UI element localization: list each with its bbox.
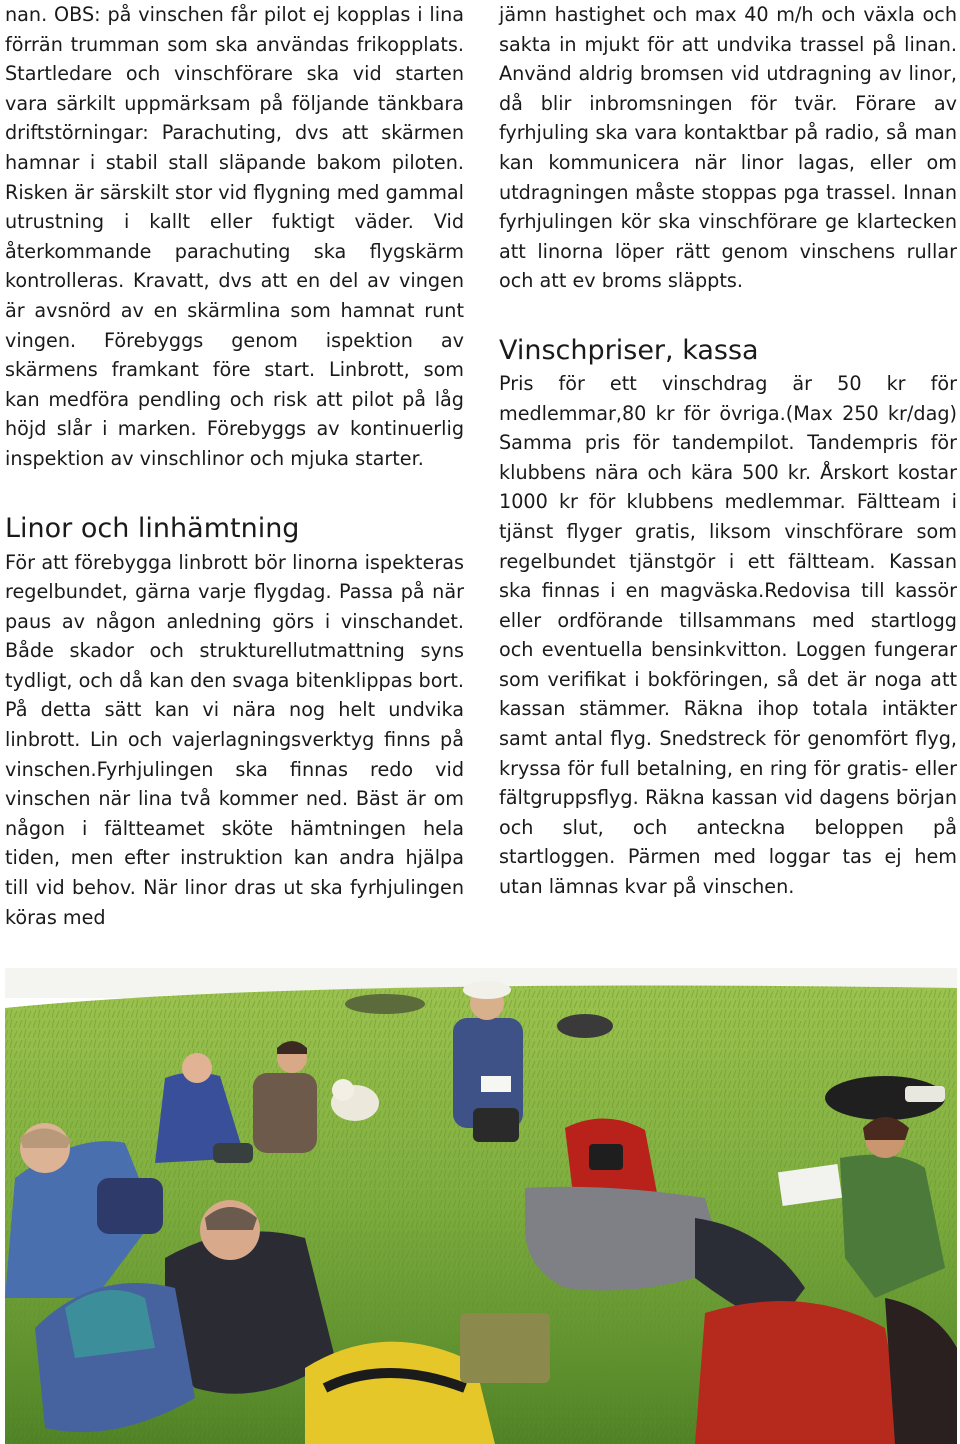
right-column <box>499 0 957 902</box>
group-on-grass-photo <box>5 968 957 1444</box>
right-paragraph-2: Pris för ett vinschdrag är 50 kr för medlemmar,80 kr för övriga.(Max 250 kr/dag) Samma pris för tandempilot. Tandempris för klubbens nära och kära 500 kr. Årskort kostar 1000 kr för klubbens medlemmar. Fältteam i tjänst flyger gratis, liksom vinschförare som regelbundet tjänstgör i ett fältteam. Kassan ska finnas i en magväska.Redovisa till kassör eller ordförande tillsammans med startlogg och eventuella bensinkvitton. Loggen fungerar som verifikat i bokföringen, så det är noga att kassan stämmer. Räkna ihop totala intäkter samt antal flyg. Snedstreck för genomfört flyg, kryssa för full betalning, en ring för gratis- eller fältgruppsflyg. Räkna kassan vid dagens början och slut, och anteckna beloppen på startloggen. Pärmen med loggar tas ej hem utan lämnas kvar på vinschen. <box>499 371 957 899</box>
left-column <box>5 0 464 932</box>
section-heading-linor: Linor och linhämtning <box>5 512 300 544</box>
left-paragraph-2: För att förebygga linbrott bör linorna ispekteras regelbundet, gärna varje flygdag. Passa på när paus av någon anledning görs i vinschandet. Både skador och strukturellutmattning syns tydligt, och då kan den svaga bitenklippas bort. På detta sätt kan vi nära nog helt undvika linbrott. Lin och vajerlagningsverktyg finns på vinschen.Fyrhjulingen ska finnas redo vid vinschen när lina två kommer ned. Bäst är om någon i fältteamet sköte hämtningen hela tiden, men efter instruktion kan andra hjälpa till vid behov. När linor dras ut ska fyrhjulingen köras med <box>5 550 464 929</box>
olive-box <box>460 1313 550 1383</box>
right-paragraph-1: jämn hastighet och max 40 m/h och växla och sakta in mjukt för att undvika trassel på linan. Använd aldrig bromsen vid utdragning av linor, då blir inbromsningen för tvär. Förare av fyrhjuling ska vara kontaktbar på radio, så man kan kommunicera när linor lagas, eller om utdragningen måste stoppas pga trassel. Innan fyrhjulingen kör ska vinschförare ge klartecken att linorna löper rätt genom vinschens rullar och att ev broms släppts. <box>499 3 957 293</box>
section-heading-vinschpriser: Vinschpriser, kassa <box>499 334 759 366</box>
left-paragraph-1: nan. OBS: på vinschen får pilot ej kopplas i lina förrän trumman som ska användas frikopplats. Startledare och vinschförare ska vid starten vara särkilt uppmärksam på följande tänkbara driftstörningar: Parachuting, dvs att skärmen hamnar i stabil stall släpande bakom piloten. Risken är särskilt stor vid flygning med gammal utrustning i kallt eller fuktigt väder. Vid återkommande parachuting ska flygskärm kontrolleras. Kravatt, dvs att en del av vingen är avsnörd av en skärmlina som hamnat runt vingen. Förebyggs genom ispektion av skärmens framkant före start. Linbrott, som kan medföra pendling och risk att pilot på låg höjd slår i marken. Förebyggs av kontinuerlig inspektion av vinschlinor och mjuka starter. <box>5 3 464 470</box>
red-orange-bag-foreground <box>695 1298 957 1444</box>
